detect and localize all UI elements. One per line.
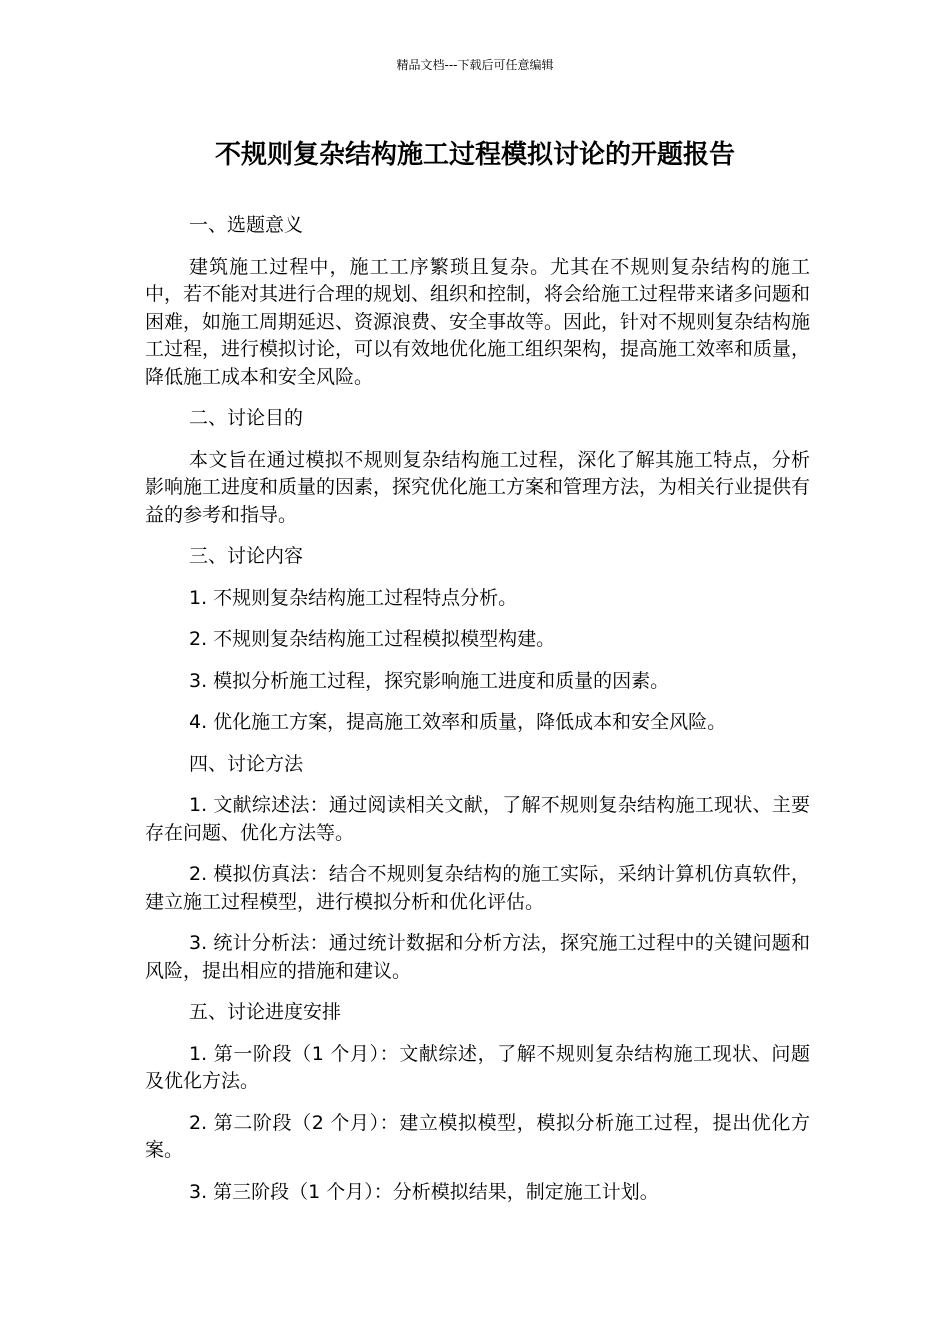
list-item: 2. 第二阶段（2 个月）：建立模拟模型，模拟分析施工过程，提出优化方案。 xyxy=(145,1111,810,1161)
section-heading: 二、讨论目的 xyxy=(189,407,304,429)
section-heading: 一、选题意义 xyxy=(189,214,304,236)
list-item: 3. 模拟分析施工过程，探究影响施工进度和质量的因素。 xyxy=(189,669,670,692)
body-paragraph: 本文旨在通过模拟不规则复杂结构施工过程，深化了解其施工特点，分析影响施工进度和质量的因素，探究优化施工方案和管理方法，为相关行业提供有益的参考和指导。 xyxy=(145,448,811,526)
list-item: 3. 第三阶段（1 个月）：分析模拟结果，制定施工计划。 xyxy=(189,1180,659,1203)
document-body xyxy=(145,212,810,1220)
section-heading: 四、讨论方法 xyxy=(189,752,304,775)
list-item: 4. 优化施工方案，提高施工效率和质量，降低成本和安全风险。 xyxy=(189,711,727,733)
list-item: 3. 统计分析法：通过统计数据和分析方法，探究施工过程中的关键问题和风险，提出相应的措施和建议。 xyxy=(145,932,810,982)
list-item: 1. 不规则复杂结构施工过程特点分析。 xyxy=(189,586,518,609)
page-header: 精品文档---下载后可任意编辑 xyxy=(396,58,554,72)
document-title: 不规则复杂结构施工过程模拟讨论的开题报告 xyxy=(214,140,735,170)
list-item: 1. 第一阶段（1 个月）：文献综述，了解不规则复杂结构施工现状、问题及优化方法。 xyxy=(145,1042,810,1092)
section-heading: 三、讨论内容 xyxy=(189,545,304,567)
section-heading: 五、讨论进度安排 xyxy=(189,1001,342,1023)
list-item: 1. 文献综述法：通过阅读相关文献，了解不规则复杂结构施工现状、主要存在问题、优化方法等。 xyxy=(145,794,810,844)
list-item: 2. 不规则复杂结构施工过程模拟模型构建。 xyxy=(189,628,556,650)
body-paragraph: 建筑施工过程中，施工工序繁琐且复杂。尤其在不规则复杂结构的施工中，若不能对其进行合理的规划、组织和控制，将会给施工过程带来诸多问题和困难，如施工周期延迟、资源浪费、安全事故等。因此，针对不规则复杂结构施工过程，进行模拟讨论，可以有效地优化施工组织架构，提高施工效率和质量，降低施工成本和安全风险。 xyxy=(145,255,811,388)
list-item: 2. 模拟仿真法：结合不规则复杂结构的施工实际，采纳计算机仿真软件，建立施工过程模型，进行模拟分析和优化评估。 xyxy=(145,863,810,913)
